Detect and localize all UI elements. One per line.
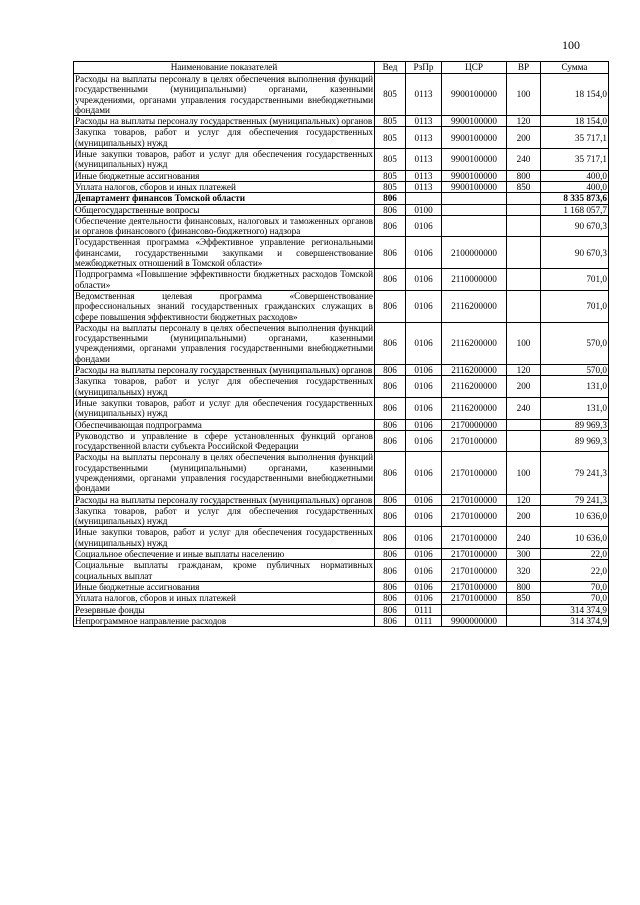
cell-ved: 806 (375, 604, 406, 615)
cell-csr: 9900100000 (442, 116, 507, 127)
header-name: Наименование показателей (74, 62, 375, 74)
cell-vr: 120 (507, 116, 541, 127)
cell-csr: 9900100000 (442, 149, 507, 171)
cell-sum: 35 717,1 (541, 127, 609, 149)
cell-vr (507, 193, 541, 204)
cell-rzpr: 0113 (406, 116, 442, 127)
cell-name: Расходы на выплаты персоналу в целях обеспечения выполнения функций государственными (муниципальными) органами, казенными учреждениями, органами управления государственными внебюджетными фондами (75, 322, 373, 364)
cell-csr: 2170100000 (442, 505, 507, 527)
cell-csr: 2110000000 (442, 269, 507, 291)
cell-ved: 806 (375, 397, 406, 419)
cell-ved: 806 (375, 215, 406, 237)
cell-name: Закупка товаров, работ и услуг для обеспечения государственных (муниципальных) нужд (75, 505, 373, 527)
cell-csr: 2116200000 (442, 290, 507, 322)
table-row (74, 505, 609, 527)
cell-rzpr: 0106 (406, 397, 442, 419)
table-row (74, 127, 609, 149)
cell-name: Ведомственная целевая программа «Совершенствование профессиональных знаний государственных гражданских служащих в сфере повышения эффективности бюджетных расходов» (75, 290, 373, 322)
header-ved: Вед (375, 62, 406, 74)
cell-sum: 570,0 (541, 322, 609, 364)
cell-csr: 2170100000 (442, 430, 507, 452)
cell-ved: 806 (375, 204, 406, 215)
cell-rzpr: 0106 (406, 452, 442, 494)
cell-csr: 2116200000 (442, 322, 507, 364)
table-row (74, 204, 609, 215)
cell-name: Департамент финансов Томской области (74, 193, 375, 204)
cell-name: Подпрограмма «Повышение эффективности бюджетных расходов Томской области» (75, 269, 373, 290)
table-row (74, 74, 609, 116)
cell-vr: 100 (507, 322, 541, 364)
cell-vr: 120 (507, 494, 541, 505)
cell-vr (507, 430, 541, 452)
cell-vr (507, 215, 541, 237)
cell-name: Иные закупки товаров, работ и услуг для обеспечения государственных (муниципальных) нужд (75, 149, 373, 170)
cell-ved: 806 (375, 549, 406, 560)
cell-csr: 2170000000 (442, 419, 507, 430)
cell-csr (442, 193, 507, 204)
cell-sum: 570,0 (541, 365, 609, 376)
cell-rzpr: 0106 (406, 549, 442, 560)
table-row (74, 527, 609, 549)
cell-vr: 200 (507, 376, 541, 398)
cell-rzpr: 0113 (406, 170, 442, 181)
cell-ved: 806 (375, 322, 406, 364)
cell-ved: 805 (375, 170, 406, 181)
cell-csr: 2170100000 (442, 549, 507, 560)
table-row (74, 237, 609, 269)
cell-rzpr: 0106 (406, 376, 442, 398)
cell-name: Расходы на выплаты персоналу в целях обеспечения выполнения функций государственными (муниципальными) органами, казенными учреждениями, органами управления государственными внебюджетными фондами (75, 74, 373, 115)
cell-csr: 2170100000 (442, 527, 507, 549)
cell-csr: 2170100000 (442, 494, 507, 505)
cell-ved: 806 (375, 505, 406, 527)
cell-vr: 850 (507, 593, 541, 604)
table-row (74, 215, 609, 237)
table-row (74, 290, 609, 322)
table-row (74, 615, 609, 626)
cell-vr (507, 615, 541, 626)
cell-vr (507, 290, 541, 322)
cell-rzpr: 0113 (406, 149, 442, 171)
cell-vr: 800 (507, 170, 541, 181)
table-row (74, 193, 609, 204)
table-row (74, 322, 609, 364)
cell-csr (442, 204, 507, 215)
cell-rzpr: 0111 (406, 604, 442, 615)
table-row (74, 116, 609, 127)
cell-vr (507, 604, 541, 615)
cell-ved: 806 (375, 419, 406, 430)
cell-ved: 806 (375, 560, 406, 582)
cell-sum: 10 636,0 (541, 527, 609, 549)
cell-ved: 806 (375, 430, 406, 452)
cell-csr: 9900100000 (442, 170, 507, 181)
cell-ved: 806 (375, 193, 406, 204)
cell-rzpr: 0106 (406, 419, 442, 430)
cell-rzpr: 0106 (406, 505, 442, 527)
page-number: 100 (562, 38, 580, 52)
cell-rzpr: 0111 (406, 615, 442, 626)
cell-ved: 806 (375, 593, 406, 604)
cell-name: Расходы на выплаты персоналу государственных (муниципальных) органов (74, 494, 375, 505)
cell-rzpr: 0106 (406, 494, 442, 505)
cell-sum: 400,0 (541, 170, 609, 181)
cell-csr: 9900000000 (442, 615, 507, 626)
cell-rzpr: 0113 (406, 127, 442, 149)
cell-csr: 2170100000 (442, 560, 507, 582)
cell-vr: 850 (507, 181, 541, 192)
cell-csr (442, 604, 507, 615)
cell-name: Иные бюджетные ассигнования (74, 170, 375, 181)
cell-vr: 200 (507, 505, 541, 527)
cell-name: Расходы на выплаты персоналу государственных (муниципальных) органов (74, 116, 375, 127)
cell-ved: 806 (375, 581, 406, 592)
cell-name: Непрограммное направление расходов (74, 615, 375, 626)
cell-vr: 800 (507, 581, 541, 592)
cell-rzpr: 0106 (406, 593, 442, 604)
cell-sum: 131,0 (541, 376, 609, 398)
cell-name: Социальное обеспечение и иные выплаты населению (74, 549, 375, 560)
header-row (74, 62, 609, 74)
cell-sum: 70,0 (541, 593, 609, 604)
cell-sum: 89 969,3 (541, 419, 609, 430)
cell-csr: 2116200000 (442, 365, 507, 376)
cell-sum: 22,0 (541, 560, 609, 582)
cell-vr: 100 (507, 74, 541, 116)
cell-vr: 200 (507, 127, 541, 149)
cell-csr (442, 215, 507, 237)
cell-vr: 240 (507, 527, 541, 549)
cell-sum: 701,0 (541, 269, 609, 291)
cell-name: Расходы на выплаты персоналу государственных (муниципальных) органов (74, 365, 375, 376)
cell-vr (507, 237, 541, 269)
cell-sum: 89 969,3 (541, 430, 609, 452)
table-row (74, 430, 609, 452)
cell-ved: 805 (375, 127, 406, 149)
cell-ved: 805 (375, 149, 406, 171)
cell-sum: 18 154,0 (541, 116, 609, 127)
cell-rzpr: 0113 (406, 181, 442, 192)
cell-sum: 18 154,0 (541, 74, 609, 116)
cell-csr: 2170100000 (442, 452, 507, 494)
table-row (74, 581, 609, 592)
cell-rzpr: 0106 (406, 560, 442, 582)
cell-name: Обеспечивающая подпрограмма (74, 419, 375, 430)
cell-sum: 131,0 (541, 397, 609, 419)
cell-rzpr: 0106 (406, 581, 442, 592)
cell-sum: 35 717,1 (541, 149, 609, 171)
cell-sum: 1 168 057,7 (541, 204, 609, 215)
cell-name: Обеспечение деятельности финансовых, налоговых и таможенных органов и органов финансового (финансово-бюджетного) надзора (75, 215, 373, 237)
table-row (74, 452, 609, 494)
cell-rzpr: 0106 (406, 215, 442, 237)
cell-ved: 806 (375, 494, 406, 505)
header-rzpr: РзПр (406, 62, 442, 74)
cell-sum: 701,0 (541, 290, 609, 322)
cell-sum: 90 670,3 (541, 215, 609, 237)
table-row (74, 560, 609, 582)
cell-vr: 320 (507, 560, 541, 582)
cell-sum: 79 241,3 (541, 494, 609, 505)
cell-name: Уплата налогов, сборов и иных платежей (74, 593, 375, 604)
cell-ved: 806 (375, 365, 406, 376)
cell-sum: 79 241,3 (541, 452, 609, 494)
table-row (74, 397, 609, 419)
table-row (74, 376, 609, 398)
cell-sum: 314 374,9 (541, 615, 609, 626)
table-row (74, 170, 609, 181)
cell-name: Уплата налогов, сборов и иных платежей (74, 181, 375, 192)
cell-vr: 120 (507, 365, 541, 376)
table-row (74, 181, 609, 192)
cell-ved: 805 (375, 74, 406, 116)
cell-ved: 806 (375, 290, 406, 322)
cell-csr: 9900100000 (442, 127, 507, 149)
cell-rzpr: 0106 (406, 237, 442, 269)
cell-vr (507, 419, 541, 430)
cell-rzpr: 0113 (406, 74, 442, 116)
cell-sum: 8 335 873,6 (541, 193, 609, 204)
cell-ved: 806 (375, 269, 406, 291)
cell-ved: 805 (375, 181, 406, 192)
cell-vr: 100 (507, 452, 541, 494)
table-row (74, 419, 609, 430)
cell-ved: 806 (375, 452, 406, 494)
cell-ved: 806 (375, 237, 406, 269)
cell-vr: 300 (507, 549, 541, 560)
cell-rzpr: 0106 (406, 430, 442, 452)
cell-rzpr: 0106 (406, 269, 442, 291)
cell-vr (507, 269, 541, 291)
cell-name: Иные закупки товаров, работ и услуг для обеспечения государственных (муниципальных) нужд (75, 527, 373, 548)
cell-name: Иные бюджетные ассигнования (74, 581, 375, 592)
cell-rzpr: 0106 (406, 290, 442, 322)
cell-name: Руководство и управление в сфере установленных функций органов государственной власти субъекта Российской Федерации (75, 430, 373, 452)
cell-csr: 2116200000 (442, 397, 507, 419)
cell-sum: 400,0 (541, 181, 609, 192)
cell-name: Общегосударственные вопросы (74, 204, 375, 215)
cell-ved: 806 (375, 527, 406, 549)
cell-sum: 314 374,9 (541, 604, 609, 615)
cell-sum: 90 670,3 (541, 237, 609, 269)
cell-rzpr: 0106 (406, 365, 442, 376)
cell-csr: 9900100000 (442, 181, 507, 192)
cell-sum: 22,0 (541, 549, 609, 560)
cell-csr: 2100000000 (442, 237, 507, 269)
cell-ved: 806 (375, 376, 406, 398)
cell-rzpr: 0106 (406, 527, 442, 549)
table-row (74, 593, 609, 604)
budget-table (73, 61, 609, 627)
table-row (74, 269, 609, 291)
cell-sum: 70,0 (541, 581, 609, 592)
table-row (74, 604, 609, 615)
cell-rzpr (406, 193, 442, 204)
cell-ved: 805 (375, 116, 406, 127)
cell-name: Резервные фонды (74, 604, 375, 615)
table-row (74, 549, 609, 560)
table-row (74, 149, 609, 171)
cell-name: Закупка товаров, работ и услуг для обеспечения государственных (муниципальных) нужд (75, 127, 373, 148)
table-row (74, 365, 609, 376)
header-sum: Сумма (541, 62, 609, 74)
cell-sum: 10 636,0 (541, 505, 609, 527)
cell-name: Иные закупки товаров, работ и услуг для обеспечения государственных (муниципальных) нужд (75, 397, 373, 419)
cell-name: Социальные выплаты гражданам, кроме публичных нормативных социальных выплат (75, 560, 373, 581)
cell-csr: 2116200000 (442, 376, 507, 398)
cell-vr (507, 204, 541, 215)
header-vr: ВР (507, 62, 541, 74)
cell-vr: 240 (507, 149, 541, 171)
cell-rzpr: 0106 (406, 322, 442, 364)
cell-name: Государственная программа «Эффективное управление региональными финансами, государственными закупками и совершенствование межбюджетных отношений в Томской области» (75, 237, 373, 269)
cell-name: Закупка товаров, работ и услуг для обеспечения государственных (муниципальных) нужд (75, 376, 373, 397)
cell-name: Расходы на выплаты персоналу в целях обеспечения выполнения функций государственными (муниципальными) органами, казенными учреждениями, органами управления государственными внебюджетными фондами (75, 452, 373, 494)
cell-csr: 2170100000 (442, 593, 507, 604)
cell-rzpr: 0100 (406, 204, 442, 215)
cell-vr: 240 (507, 397, 541, 419)
cell-csr: 2170100000 (442, 581, 507, 592)
cell-csr: 9900100000 (442, 74, 507, 116)
table-row (74, 494, 609, 505)
cell-ved: 806 (375, 615, 406, 626)
header-csr: ЦСР (442, 62, 507, 74)
